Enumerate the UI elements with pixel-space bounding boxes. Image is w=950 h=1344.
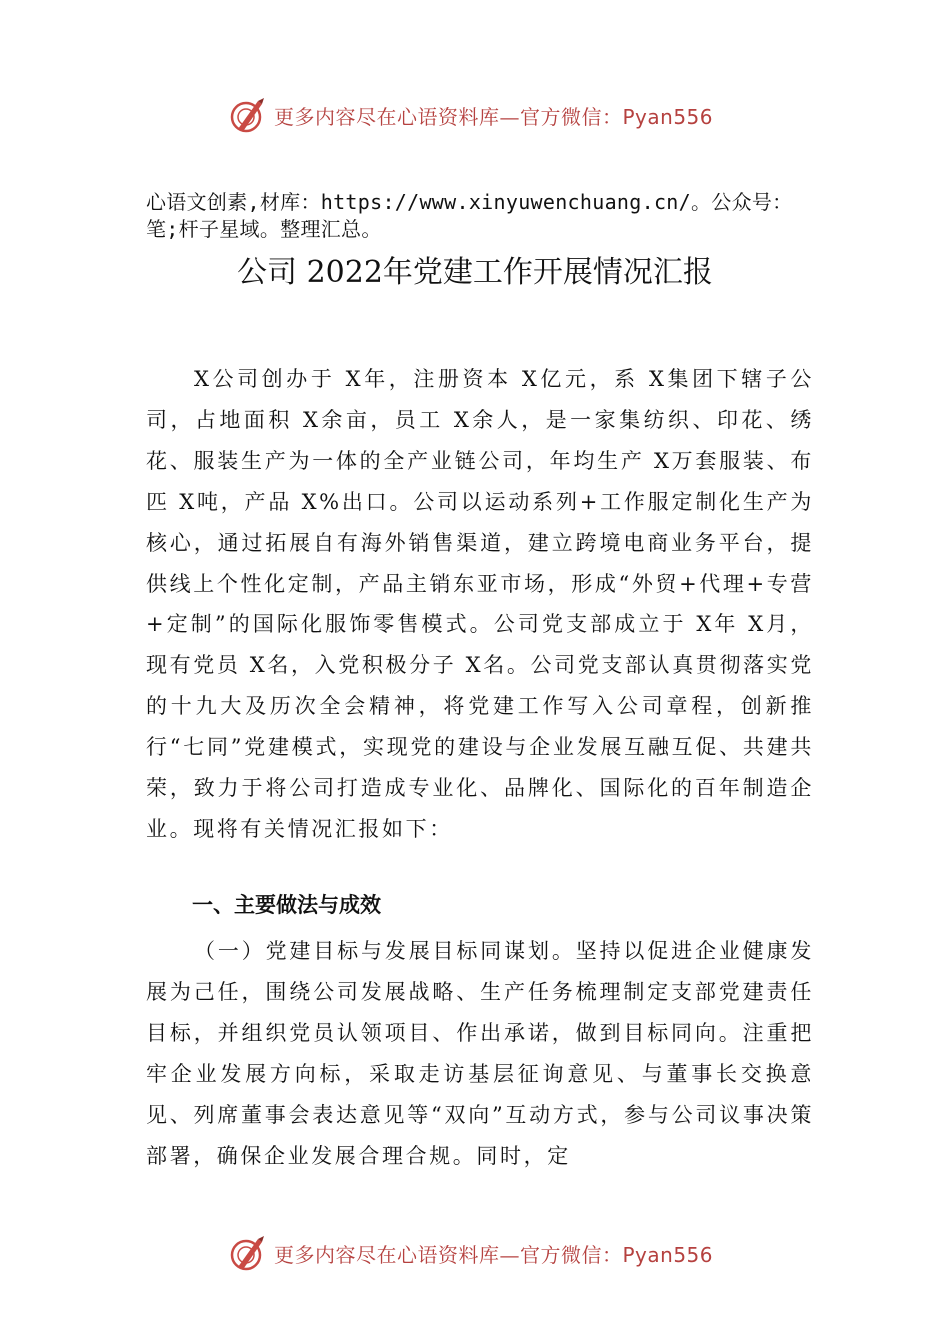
- quill-pen-logo-icon: [228, 95, 268, 135]
- source-note: 心语文创素,材库：https://www.xinyuwenchuang.cn/。公众号：笔;杆子星域。整理汇总。: [146, 190, 793, 241]
- wechat-id: Pyan556: [622, 104, 714, 129]
- section-paragraph: （一）党建目标与发展目标同谋划。坚持以促进企业健康发展为己任，围绕公司发展战略、生产任务梳理制定支部党建责任目标，并组织党员认领项目、作出承诺，做到目标同向。注重把牢企业发展方向标，采取走访基层征询意见、与董事长交换意见、列席董事会表达意见等“双向”互动方式，参与公司议事决策部署，确保企业发展合理合规。同时，定: [146, 939, 814, 1168]
- header-banner: [0, 90, 950, 140]
- wechat-id: Pyan556: [622, 1242, 714, 1267]
- page-title: 公司 2022年党建工作开展情况汇报: [237, 255, 713, 290]
- quill-pen-logo-icon: [228, 1233, 268, 1273]
- intro-paragraph: X公司创办于 X年，注册资本 X亿元，系 X集团下辖子公司，占地面积 X余亩，员工 X余人，是一家集纺织、印花、绣花、服装生产为一体的全产业链公司，年均生产 X万套服装、布匹 X吨，产品 X%出口。公司以运动系列+工作服定制化生产为核心，通过拓展自有海外销售渠道，建立跨境电商业务平台，提供线上个性化定制，产品主销东亚市场，形成“外贸+代理+专营+定制”的国际化服饰零售模式。公司党支部成立于 X年 X月，现有党员 X名，入党积极分子 X名。公司党支部认真贯彻落实党的十九大及历次全会精神，将党建工作写入公司章程，创新推行“七同”党建模式，实现党的建设与企业发展互融互促、共建共荣，致力于将公司打造成专业化、品牌化、国际化的百年制造企业。现将有关情况汇报如下：: [146, 367, 814, 841]
- banner-text: 更多内容尽在心语资料库—官方微信：Pyan556: [274, 1242, 714, 1267]
- footer-banner: [0, 1228, 950, 1278]
- section-heading: 一、主要做法与成效: [192, 893, 381, 917]
- banner-text: 更多内容尽在心语资料库—官方微信：Pyan556: [274, 104, 714, 129]
